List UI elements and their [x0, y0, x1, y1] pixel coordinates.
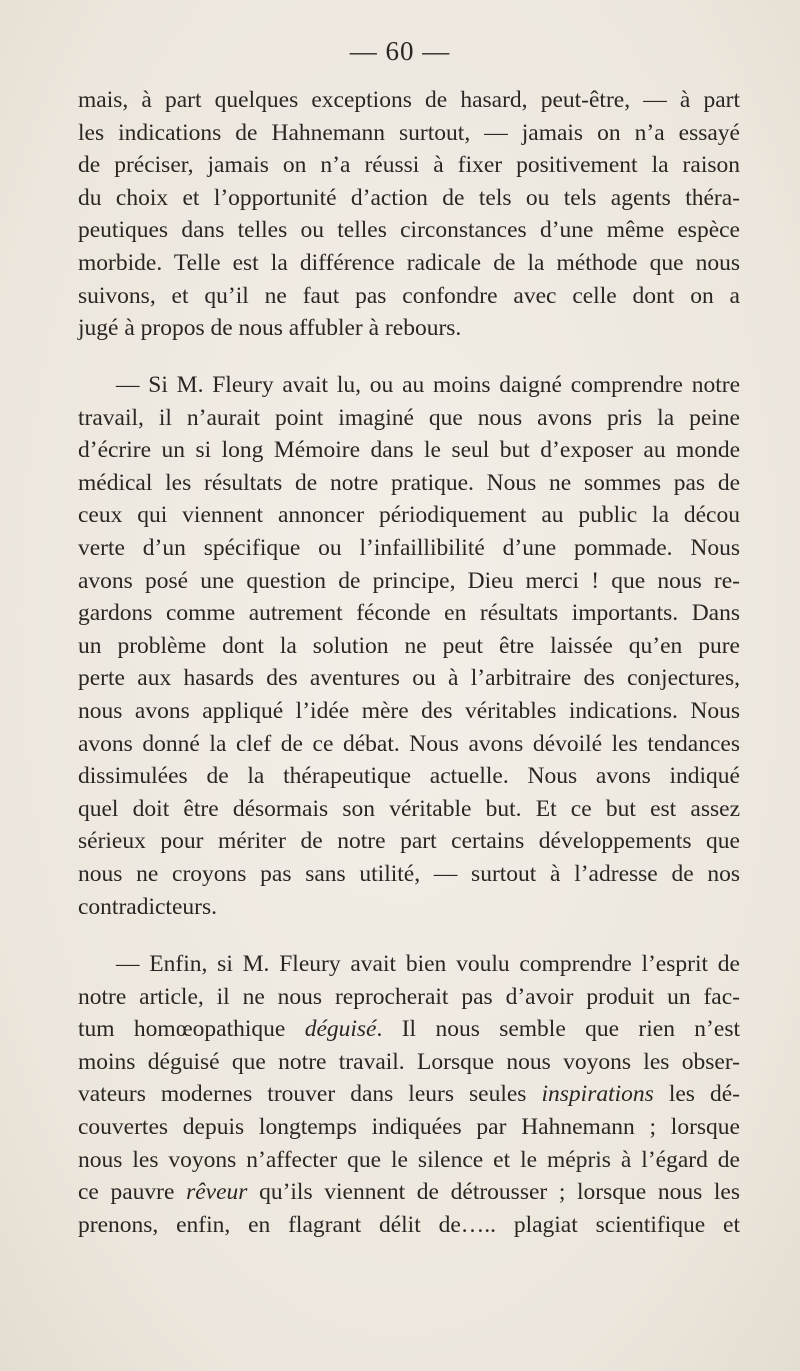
page-number: — 60 — — [349, 36, 451, 66]
italic-word: déguisé — [304, 1016, 377, 1043]
text-line: nous les voyons n’affecter que le silence et le mépris à l’égard de — [78, 1146, 740, 1173]
text-line: moins déguisé que notre travail. Lorsque nous voyons les obser- — [78, 1048, 740, 1075]
italic-word: rêveur — [186, 1179, 248, 1206]
paragraph-1 — [78, 84, 740, 345]
text-line: — Si M. Fleury avait lu, ou au moins daigné comprendre notre — [116, 372, 740, 398]
text-line: un problème dont la solution ne peut être laissée qu’en pure — [78, 632, 740, 659]
text-line: nous ne croyons pas sans utilité, — surtout à l’adresse de nos — [78, 860, 740, 887]
italic-word: inspirations — [541, 1081, 654, 1108]
text-line: travail, il n’aurait point imaginé que nous avons pris la peine — [78, 404, 740, 431]
paragraph-3 — [78, 948, 740, 1241]
text-line: couvertes depuis longtemps indiquées par Hahnemann ; lorsque — [78, 1113, 740, 1140]
text-line: nous avons appliqué l’idée mère des véritables indications. Nous — [78, 697, 740, 724]
text-line: perte aux hasards des aventures ou à l’arbitraire des conjectures, — [78, 665, 740, 692]
text-line: les indications de Hahnemann surtout, — jamais on n’a essayé — [78, 119, 740, 146]
text-line: — Enfin, si M. Fleury avait bien voulu comprendre l’esprit de — [116, 951, 740, 977]
text-line: verte d’un spécifique ou l’infaillibilité d’une pommade. Nous — [78, 534, 740, 561]
text-line: mais, à part quelques exceptions de hasard, peut-être, — à part — [78, 87, 740, 113]
text-line: suivons, et qu’il ne faut pas confondre avec celle dont on a — [78, 282, 740, 309]
text-line: morbide. Telle est la différence radicale de la méthode que nous — [78, 249, 740, 276]
text-line: prenons, enfin, en flagrant délit de….. plagiat scientifique et — [78, 1211, 740, 1238]
text-line: tum homœopathique déguisé. Il nous semble que rien n’est — [78, 1016, 740, 1043]
text-line: vateurs modernes trouver dans leurs seules inspirations les dé- — [78, 1081, 740, 1108]
text-line: du choix et l’opportunité d’action de tels ou tels agents théra- — [78, 184, 740, 211]
text-line: ceux qui viennent annoncer périodiquement au public la décou — [78, 502, 740, 529]
text-line: gardons comme autrement féconde en résultats importants. Dans — [78, 600, 740, 627]
text-line: ce pauvre rêveur qu’ils viennent de détrousser ; lorsque nous les — [78, 1179, 740, 1206]
text-line: sérieux pour mériter de notre part certains développements que — [78, 828, 740, 855]
text-line: peutiques dans telles ou telles circonstances d’une même espèce — [78, 217, 740, 244]
text-line: quel doit être désormais son véritable but. Et ce but est assez — [78, 795, 740, 822]
text-line: de préciser, jamais on n’a réussi à fixer positivement la raison — [78, 152, 740, 179]
paragraph-2 — [78, 369, 740, 923]
text-line: médical les résultats de notre pratique. Nous ne sommes pas de — [78, 469, 740, 496]
text-line: avons donné la clef de ce débat. Nous avons dévoilé les tendances — [78, 730, 740, 757]
text-line: jugé à propos de nous affubler à rebours. — [78, 315, 462, 342]
text-line: avons posé une question de principe, Dieu merci ! que nous re- — [78, 567, 740, 594]
text-line: contradicteurs. — [78, 893, 217, 920]
text-line: d’écrire un si long Mémoire dans le seul but d’exposer au monde — [78, 437, 740, 464]
text-line: dissimulées de la thérapeutique actuelle. Nous avons indiqué — [78, 763, 740, 790]
text-line: notre article, il ne nous reprocherait pas d’avoir produit un fac- — [78, 983, 740, 1010]
